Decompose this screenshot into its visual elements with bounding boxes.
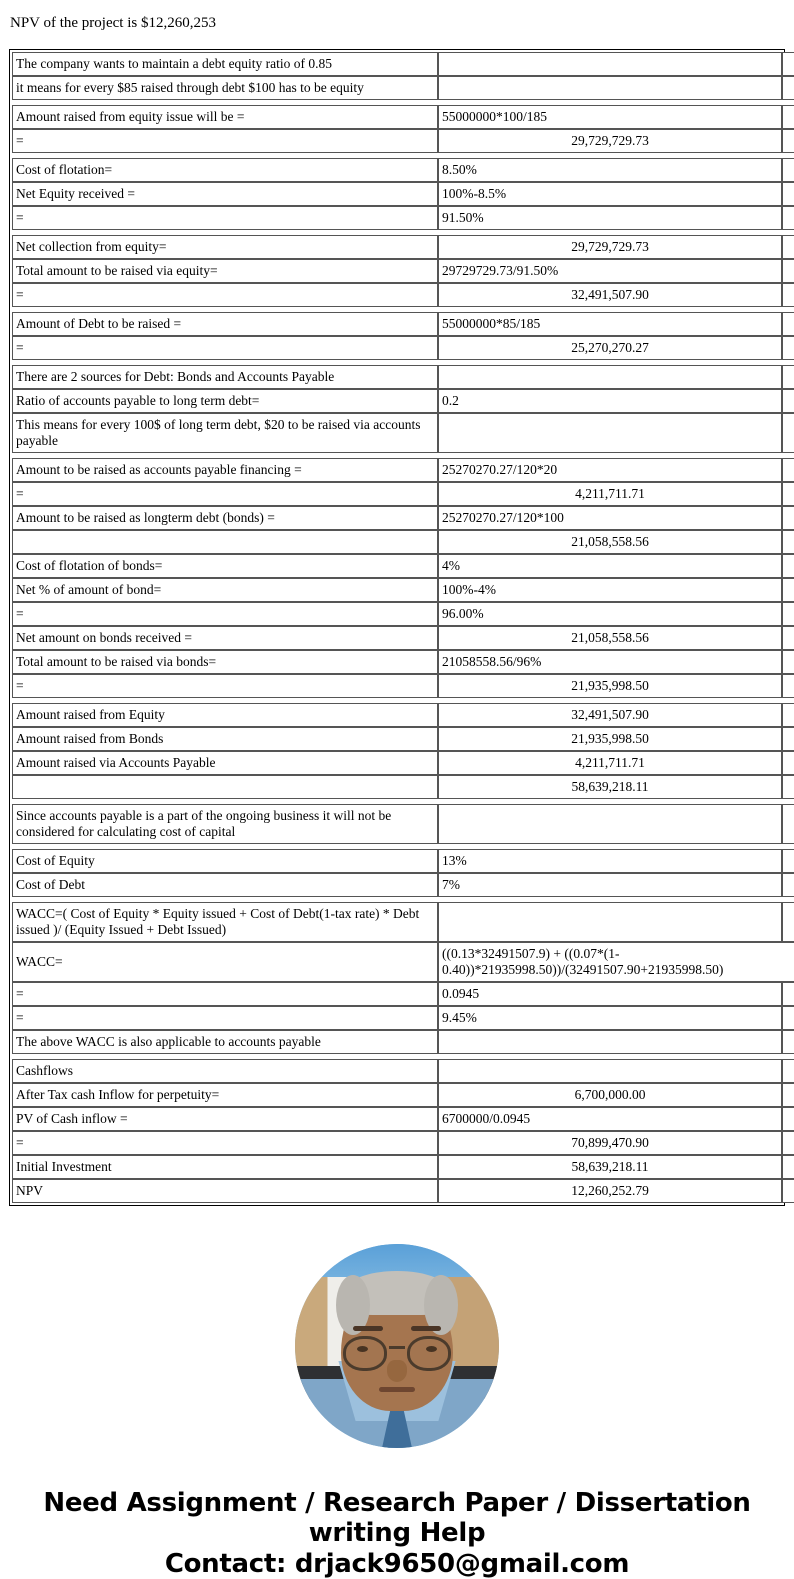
table-row <box>12 982 794 1006</box>
table-cell-label[interactable]: = <box>12 283 438 307</box>
table-cell-label[interactable]: = <box>12 674 438 698</box>
table-cell-label[interactable]: = <box>12 336 438 360</box>
table-row <box>12 775 794 799</box>
table-cell-filler <box>782 158 794 182</box>
table-cell-value[interactable]: 21,935,998.50 <box>438 727 782 751</box>
table-cell-label[interactable]: There are 2 sources for Debt: Bonds and Accounts Payable <box>12 365 438 389</box>
table-cell-label[interactable]: Amount to be raised as accounts payable financing = <box>12 458 438 482</box>
table-cell-label[interactable]: = <box>12 129 438 153</box>
table-row <box>12 129 794 153</box>
table-cell-filler <box>782 751 794 775</box>
table-cell-filler <box>782 312 794 336</box>
table-row <box>12 554 794 578</box>
table-cell-label[interactable]: PV of Cash inflow = <box>12 1107 438 1131</box>
table-row <box>12 804 794 844</box>
calculation-table <box>12 52 794 1203</box>
table-cell-value[interactable] <box>438 804 782 844</box>
table-cell-value[interactable]: 58,639,218.11 <box>438 1155 782 1179</box>
table-cell-filler <box>782 1006 794 1030</box>
table-cell-value[interactable] <box>438 52 782 76</box>
table-cell-label[interactable]: Amount raised from equity issue will be = <box>12 105 438 129</box>
table-cell-filler <box>782 650 794 674</box>
table-cell-label[interactable]: WACC= <box>12 942 438 982</box>
table-cell-value[interactable] <box>438 76 782 100</box>
table-cell-value[interactable] <box>438 1030 782 1054</box>
table-cell-filler <box>782 259 794 283</box>
promo-line-3: Contact: drjack9650@gmail.com <box>164 1548 630 1579</box>
table-cell-label[interactable]: it means for every $85 raised through debt $100 has to be equity <box>12 76 438 100</box>
table-cell-value[interactable] <box>438 1059 782 1083</box>
table-row <box>12 703 794 727</box>
table-cell-filler <box>782 235 794 259</box>
table-cell-filler <box>782 413 794 453</box>
table-row <box>12 458 794 482</box>
table-cell-filler <box>782 530 794 554</box>
table-cell-label[interactable]: = <box>12 206 438 230</box>
table-cell-filler <box>782 1107 794 1131</box>
table-cell-label[interactable]: WACC=( Cost of Equity * Equity issued + Cost of Debt(1-tax rate) * Debt issued )/ (Equity Issued + Debt Issued) <box>12 902 438 942</box>
table-cell-filler <box>782 554 794 578</box>
table-cell-filler <box>782 482 794 506</box>
table-row <box>12 602 794 626</box>
table-row <box>12 482 794 506</box>
photo-glasses-left <box>343 1336 387 1371</box>
table-cell-value[interactable]: 6700000/0.0945 <box>438 1107 782 1131</box>
table-cell-value[interactable]: 70,899,470.90 <box>438 1131 782 1155</box>
table-cell-label[interactable]: Net Equity received = <box>12 182 438 206</box>
table-cell-filler <box>782 182 794 206</box>
table-cell-value[interactable]: 100%-8.5% <box>438 182 782 206</box>
promo-line-1: Need Assignment / Research Paper / Dissertation <box>43 1488 751 1518</box>
table-cell-filler <box>782 1083 794 1107</box>
table-cell-label[interactable]: Total amount to be raised via equity= <box>12 259 438 283</box>
table-cell-label[interactable]: Amount raised from Bonds <box>12 727 438 751</box>
table-cell-value[interactable]: 21,935,998.50 <box>438 674 782 698</box>
table-row <box>12 76 794 100</box>
table-cell-value[interactable]: 4% <box>438 554 782 578</box>
table-cell-label[interactable]: Amount to be raised as longterm debt (bonds) = <box>12 506 438 530</box>
table-cell-label[interactable]: Ratio of accounts payable to long term debt= <box>12 389 438 413</box>
table-cell-label[interactable]: Amount of Debt to be raised = <box>12 312 438 336</box>
table-cell-label[interactable]: After Tax cash Inflow for perpetuity= <box>12 1083 438 1107</box>
table-cell-label[interactable]: = <box>12 982 438 1006</box>
table-cell-value[interactable]: 55000000*100/185 <box>438 105 782 129</box>
photo-glasses-bridge <box>389 1346 405 1349</box>
table-cell-filler <box>782 389 794 413</box>
table-cell-value[interactable]: 4,211,711.71 <box>438 751 782 775</box>
table-cell-label[interactable]: Cost of Equity <box>12 849 438 873</box>
table-cell-filler <box>782 674 794 698</box>
table-row <box>12 336 794 360</box>
table-cell-value[interactable]: 4,211,711.71 <box>438 482 782 506</box>
table-cell-value[interactable]: 25270270.27/120*100 <box>438 506 782 530</box>
table-row <box>12 259 794 283</box>
table-cell-filler <box>782 602 794 626</box>
table-cell-label[interactable]: Net % of amount of bond= <box>12 578 438 602</box>
table-row <box>12 1030 794 1054</box>
table-cell-value[interactable]: 55000000*85/185 <box>438 312 782 336</box>
photo-mouth <box>379 1387 415 1392</box>
table-cell-value[interactable]: 21,058,558.56 <box>438 626 782 650</box>
table-row <box>12 312 794 336</box>
table-cell-value[interactable]: 25,270,270.27 <box>438 336 782 360</box>
table-row <box>12 206 794 230</box>
table-row <box>12 158 794 182</box>
table-cell-value[interactable]: 13% <box>438 849 782 873</box>
table-row <box>12 751 794 775</box>
table-cell-filler <box>782 76 794 100</box>
table-cell-label[interactable]: Since accounts payable is a part of the ongoing business it will not be considered for calculating cost of capital <box>12 804 438 844</box>
table-row <box>12 1006 794 1030</box>
table-cell-label[interactable]: Total amount to be raised via bonds= <box>12 650 438 674</box>
table-cell-label[interactable]: Net collection from equity= <box>12 235 438 259</box>
table-row <box>12 365 794 389</box>
table-row <box>12 1179 794 1203</box>
table-row <box>12 413 794 453</box>
table-row <box>12 578 794 602</box>
table-row <box>12 902 794 942</box>
avatar <box>295 1244 499 1448</box>
table-cell-filler <box>782 1131 794 1155</box>
portrait-container <box>0 1244 794 1448</box>
table-cell-label[interactable]: Amount raised via Accounts Payable <box>12 751 438 775</box>
table-cell-label[interactable]: Initial Investment <box>12 1155 438 1179</box>
table-row <box>12 942 794 982</box>
table-body <box>12 52 794 1203</box>
table-row <box>12 506 794 530</box>
table-cell-filler <box>782 206 794 230</box>
table-cell-value[interactable]: 9.45% <box>438 1006 782 1030</box>
table-cell-label[interactable]: Cost of flotation= <box>12 158 438 182</box>
table-cell-filler <box>782 849 794 873</box>
table-cell-label[interactable]: Cost of Debt <box>12 873 438 897</box>
table-cell-filler <box>782 283 794 307</box>
table-cell-value[interactable]: 32,491,507.90 <box>438 283 782 307</box>
table-row <box>12 389 794 413</box>
table-cell-value[interactable] <box>438 413 782 453</box>
table-cell-value[interactable]: 21,058,558.56 <box>438 530 782 554</box>
table-cell-value[interactable]: 29,729,729.73 <box>438 235 782 259</box>
table-cell-value[interactable]: 21058558.56/96% <box>438 650 782 674</box>
photo-brow-right <box>411 1326 441 1331</box>
table-cell-value[interactable]: 7% <box>438 873 782 897</box>
table-row <box>12 530 794 554</box>
table-cell-value[interactable]: 91.50% <box>438 206 782 230</box>
table-row <box>12 1083 794 1107</box>
table-cell-filler <box>782 578 794 602</box>
promo-block <box>0 1488 794 1579</box>
table-cell-filler <box>782 804 794 844</box>
table-cell-filler <box>782 458 794 482</box>
table-row <box>12 1131 794 1155</box>
table-cell-filler <box>782 1155 794 1179</box>
table-cell-value[interactable]: 0.0945 <box>438 982 782 1006</box>
table-cell-value[interactable]: 58,639,218.11 <box>438 775 782 799</box>
table-row <box>12 1107 794 1131</box>
table-cell-value[interactable]: 29729729.73/91.50% <box>438 259 782 283</box>
table-cell-value[interactable]: 8.50% <box>438 158 782 182</box>
table-cell-filler <box>782 1179 794 1203</box>
table-cell-label[interactable] <box>12 530 438 554</box>
table-cell-filler <box>782 336 794 360</box>
table-cell-label[interactable]: The above WACC is also applicable to accounts payable <box>12 1030 438 1054</box>
table-cell-value[interactable]: 25270270.27/120*20 <box>438 458 782 482</box>
table-row <box>12 873 794 897</box>
table-cell-label[interactable]: NPV <box>12 1179 438 1203</box>
table-cell-label[interactable]: The company wants to maintain a debt equity ratio of 0.85 <box>12 52 438 76</box>
table-cell-value[interactable] <box>438 365 782 389</box>
table-cell-filler <box>782 365 794 389</box>
table-cell-filler <box>782 506 794 530</box>
table-cell-value[interactable]: 96.00% <box>438 602 782 626</box>
table-cell-filler <box>782 129 794 153</box>
table-cell-filler <box>782 873 794 897</box>
table-cell-label[interactable]: Cashflows <box>12 1059 438 1083</box>
table-cell-value[interactable]: 12,260,252.79 <box>438 1179 782 1203</box>
table-row <box>12 1059 794 1083</box>
table-row <box>12 235 794 259</box>
table-cell-filler <box>782 902 794 942</box>
table-cell-value[interactable]: 6,700,000.00 <box>438 1083 782 1107</box>
table-cell-label[interactable]: This means for every 100$ of long term debt, $20 to be raised via accounts payable <box>12 413 438 453</box>
table-cell-value[interactable]: 100%-4% <box>438 578 782 602</box>
table-cell-label[interactable]: Cost of flotation of bonds= <box>12 554 438 578</box>
table-cell-value[interactable]: 29,729,729.73 <box>438 129 782 153</box>
table-cell-value[interactable] <box>438 902 782 942</box>
table-cell-label[interactable]: = <box>12 1006 438 1030</box>
page-title: NPV of the project is $12,260,253 <box>10 15 216 31</box>
table-cell-filler <box>782 52 794 76</box>
table-row <box>12 650 794 674</box>
table-row <box>12 849 794 873</box>
table-cell-filler <box>782 626 794 650</box>
table-cell-filler <box>782 775 794 799</box>
promo-line-2: writing Help <box>308 1518 486 1549</box>
photo-brow-left <box>353 1326 383 1331</box>
table-cell-label[interactable]: = <box>12 482 438 506</box>
table-row <box>12 626 794 650</box>
table-cell-label[interactable]: Net amount on bonds received = <box>12 626 438 650</box>
table-cell-value[interactable]: 32,491,507.90 <box>438 703 782 727</box>
table-cell-filler <box>782 982 794 1006</box>
table-row <box>12 1155 794 1179</box>
table-cell-filler <box>782 105 794 129</box>
table-cell-value[interactable]: 0.2 <box>438 389 782 413</box>
table-cell-filler <box>782 727 794 751</box>
photo-glasses-right <box>407 1336 451 1371</box>
table-cell-value[interactable]: ((0.13*32491507.9) + ((0.07*(1-0.40))*21935998.50))/(32491507.90+21935998.50) <box>438 942 794 982</box>
table-cell-label[interactable]: = <box>12 1131 438 1155</box>
table-row <box>12 105 794 129</box>
table-cell-label[interactable]: Amount raised from Equity <box>12 703 438 727</box>
table-cell-filler <box>782 703 794 727</box>
table-cell-label[interactable]: = <box>12 602 438 626</box>
table-row <box>12 52 794 76</box>
spreadsheet-block <box>9 49 785 1206</box>
table-cell-label[interactable] <box>12 775 438 799</box>
table-row <box>12 182 794 206</box>
table-cell-filler <box>782 1059 794 1083</box>
table-row <box>12 283 794 307</box>
table-row <box>12 674 794 698</box>
table-row <box>12 727 794 751</box>
table-cell-filler <box>782 1030 794 1054</box>
